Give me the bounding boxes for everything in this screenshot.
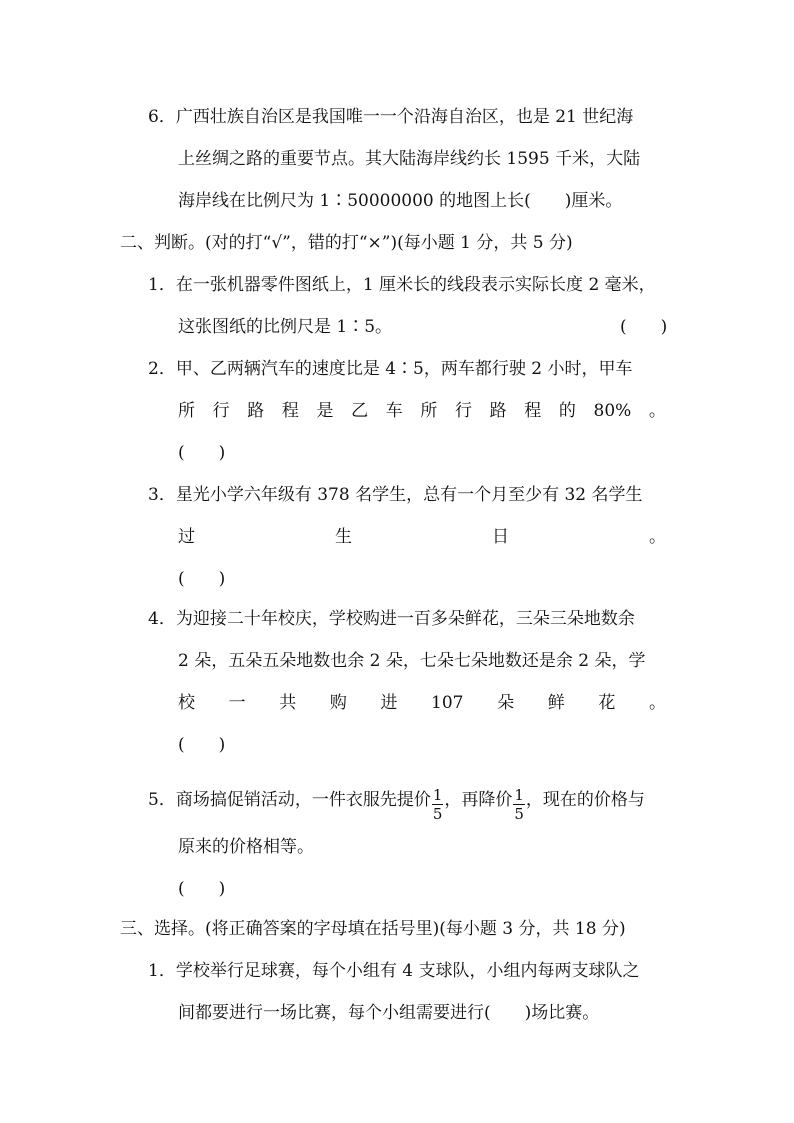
s2-q5-answer-paren: ( ) bbox=[178, 879, 226, 899]
q6-line3: 海岸线在比例尺为 1∶50000000 的地图上长( )厘米。 bbox=[178, 191, 623, 211]
q6-line2: 上丝绸之路的重要节点。其大陆海岸线约长 1595 千米，大陆 bbox=[178, 149, 641, 169]
word: 车 bbox=[385, 401, 403, 421]
word: 鲜 bbox=[547, 693, 565, 713]
word: 程 bbox=[524, 401, 542, 421]
s3-q1-line2: 间都要进行一场比赛，每个小组需要进行( )场比赛。 bbox=[178, 1003, 600, 1023]
word: 共 bbox=[279, 693, 297, 713]
fraction-one-fifth bbox=[432, 786, 444, 823]
word: 进 bbox=[380, 693, 398, 713]
fraction-numerator: 1 bbox=[432, 786, 443, 804]
word: 80% bbox=[593, 401, 632, 421]
s2-q4-answer-paren: ( ) bbox=[178, 735, 226, 755]
word: 乙 bbox=[351, 401, 369, 421]
word: 过 bbox=[178, 527, 195, 547]
word: 路 bbox=[489, 401, 507, 421]
word: 朵 bbox=[497, 693, 515, 713]
word: 行 bbox=[212, 401, 230, 421]
word: 行 bbox=[455, 401, 472, 421]
s2-q5-line1 bbox=[148, 782, 645, 823]
s2-q3-line1: 3．星光小学六年级有 378 名学生，总有一个月至少有 32 名学生 bbox=[148, 485, 643, 505]
s2-q1-answer-paren: ( ) bbox=[620, 317, 668, 337]
word: 日 bbox=[492, 527, 509, 547]
word: 程 bbox=[281, 401, 299, 421]
word: 所 bbox=[420, 401, 438, 421]
word: 107 bbox=[431, 693, 464, 713]
fraction-one-fifth bbox=[513, 786, 525, 823]
s2-q2-line1: 2．甲、乙两辆汽车的速度比是 4∶5，两车都行驶 2 小时，甲车 bbox=[148, 359, 633, 379]
word: 。 bbox=[648, 401, 666, 421]
s2-q1-line1: 1．在一张机器零件图纸上，1 厘米长的线段表示实际长度 2 毫米， bbox=[148, 275, 656, 295]
word: 生 bbox=[335, 527, 352, 547]
s2-q1-line2: 这张图纸的比例尺是 1∶5。 bbox=[178, 317, 393, 337]
fraction-denominator: 5 bbox=[432, 805, 443, 823]
s2-q5-line2: 原来的价格相等。 bbox=[178, 837, 314, 857]
word: 。 bbox=[649, 527, 666, 547]
word: 。 bbox=[648, 693, 666, 713]
word: 的 bbox=[558, 401, 576, 421]
word: 是 bbox=[316, 401, 334, 421]
s2-q2-line2 bbox=[178, 400, 666, 422]
s3-q1-line1: 1．学校举行足球赛，每个小组有 4 支球队，小组内每两支球队之 bbox=[148, 961, 640, 981]
word: 所 bbox=[178, 401, 195, 421]
word: 路 bbox=[247, 401, 265, 421]
word: 花 bbox=[598, 693, 616, 713]
word: 一 bbox=[228, 693, 246, 713]
section2-heading: 二、判断。(对的打“√”，错的打“×”)(每小题 1 分，共 5 分) bbox=[120, 233, 573, 253]
s2-q4-line1: 4．为迎接二十年校庆，学校购进一百多朵鲜花，三朵三朵地数余 bbox=[148, 609, 635, 629]
fraction-numerator: 1 bbox=[514, 786, 524, 804]
word: 购 bbox=[329, 693, 347, 713]
s2-q2-answer-paren: ( ) bbox=[178, 443, 226, 463]
q5-text-part2: ，再降价 bbox=[444, 790, 513, 810]
s2-q4-line2: 2 朵，五朵五朵地数也余 2 朵，七朵七朵地数还是余 2 朵，学 bbox=[178, 651, 646, 671]
s2-q4-line3 bbox=[178, 692, 666, 714]
section3-heading: 三、选择。(将正确答案的字母填在括号里)(每小题 3 分，共 18 分) bbox=[120, 919, 626, 939]
fraction-denominator: 5 bbox=[514, 805, 524, 823]
q6-line1: 6．广西壮族自治区是我国唯一一个沿海自治区，也是 21 世纪海 bbox=[148, 107, 634, 127]
q5-text-part1: 5．商场搞促销活动，一件衣服先提价 bbox=[148, 790, 431, 810]
word: 校 bbox=[178, 693, 195, 713]
s2-q3-line2 bbox=[178, 526, 666, 548]
q5-text-part3: ，现在的价格与 bbox=[525, 790, 645, 810]
s2-q3-answer-paren: ( ) bbox=[178, 569, 226, 589]
